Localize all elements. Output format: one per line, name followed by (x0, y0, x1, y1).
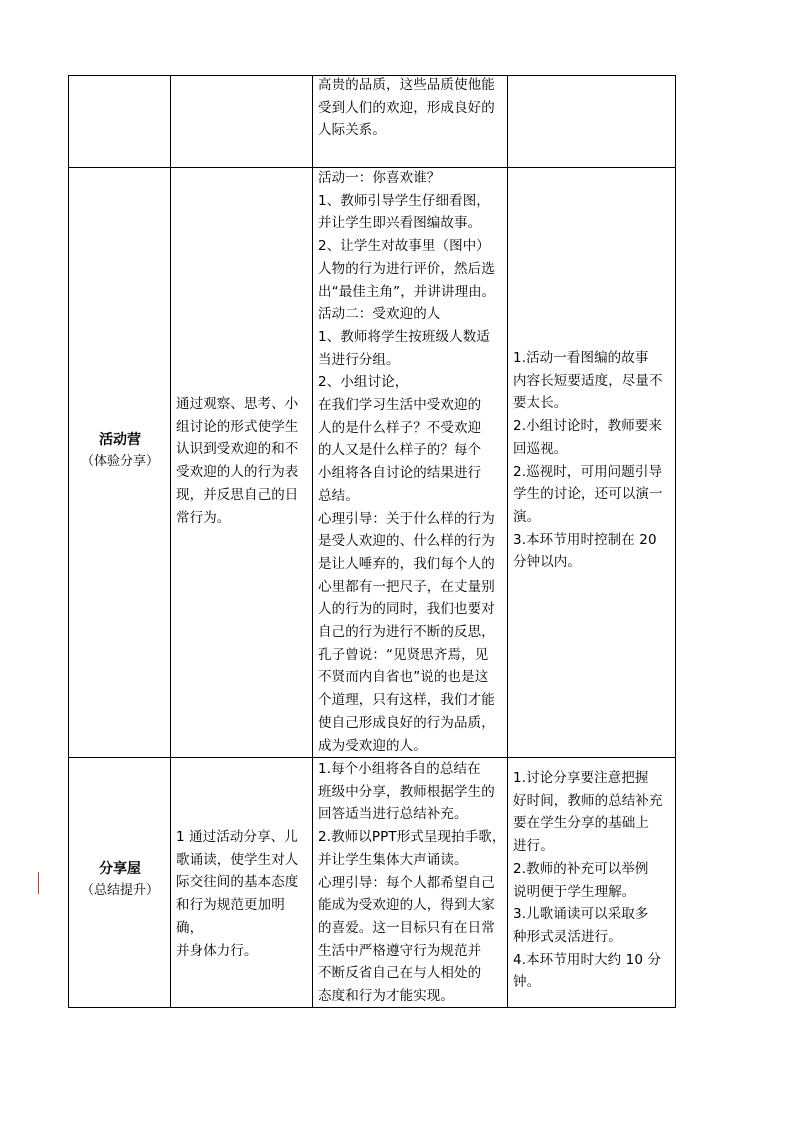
row1-stage-sub: （体验分享） (80, 454, 159, 469)
table-divider-1 (170, 75, 171, 1008)
table-divider-2 (312, 75, 313, 1008)
row0-content: 高贵的品质，这些品质使他能 受到人们的欢迎，形成良好的 人际关系。 (318, 77, 495, 139)
row1-notes: 1.活动一看图编的故事 内容长短要适度，尽量不 要太长。 2.小组讨论时，教师要来 回巡视。 2.巡视时，可用问题引导 学生的讨论，还可以演一 演。 3.本环节用时控制在 20 分钟以内。 (513, 350, 663, 571)
row2-stage-cell (70, 858, 170, 902)
row2-stage-sub: （总结提升） (80, 883, 159, 898)
row1-stage-name: 活动营 (99, 432, 141, 448)
row1-goal: 通过观察、思考、小 组讨论的形式使学生 认识到受欢迎的和不 受欢迎的人的行为表 现，并反思自己的日 常行为。 (176, 396, 299, 526)
row1-content: 活动一：你喜欢谁？ 1、教师引导学生仔细看图， 并让学生即兴看图编故事。 2、让学生对故事里（图中） 人物的行为进行评价，然后选 出“最佳主角”，并讲讲理由。 活动二：受欢迎的人 1、教师将学生按班级人数适 当进行分组。 2、小组讨论， 在我们学习生活中受欢迎的 人的是什么样子？不受欢迎 的人又是什么样子的？每个 小组将各自讨论的结果进行 总结。 心理引导：关于什么样的行为 是受人欢迎的、什么样的行为 是让人唾弃的，我们每个人的 心里都有一把尺子，在丈量别 人的行为的同时，我们也要对 自己的行为进行不断的反思， 孔子曾说：“见贤思齐焉，见 不贤而内自省也”说的也是这 个道理，只有这样，我们才能 使自己形成良好的行为品质， 成为受欢迎的人。 (318, 170, 496, 754)
table-border-left (68, 75, 69, 1008)
row2-stage-name: 分享屋 (99, 861, 141, 877)
text-cursor-mark (38, 872, 39, 894)
row2-content: 1.每个小组将各自的总结在 班级中分享，教师根据学生的 回答适当进行总结补充。 2.教师以PPT形式呈现拍手歌， 并让学生集体大声诵读。 心理引导：每个人都希望自己 能成为受欢迎的人，得到大家 的喜爱。这一目标只有在日常 生活中严格遵守行为规范并 不断反省自己在与人相处的 态度和行为才能实现。 (318, 761, 506, 1005)
row2-notes: 1.讨论分享要注意把握 好时间，教师的总结补充 要在学生分享的基础上 进行。 2.教师的补充可以举例 说明便于学生理解。 3.儿歌诵读可以采取多 种形式灵活进行。 4.本环节用时大约 10 分 钟。 (513, 770, 663, 991)
table-border-right (675, 75, 676, 1008)
row1-stage-cell (70, 429, 170, 473)
row2-goal: 1 通过活动分享、儿 歌诵读，使学生对人 际交往间的基本态度 和行为规范更加明确， 并身体力行。 (176, 829, 299, 959)
